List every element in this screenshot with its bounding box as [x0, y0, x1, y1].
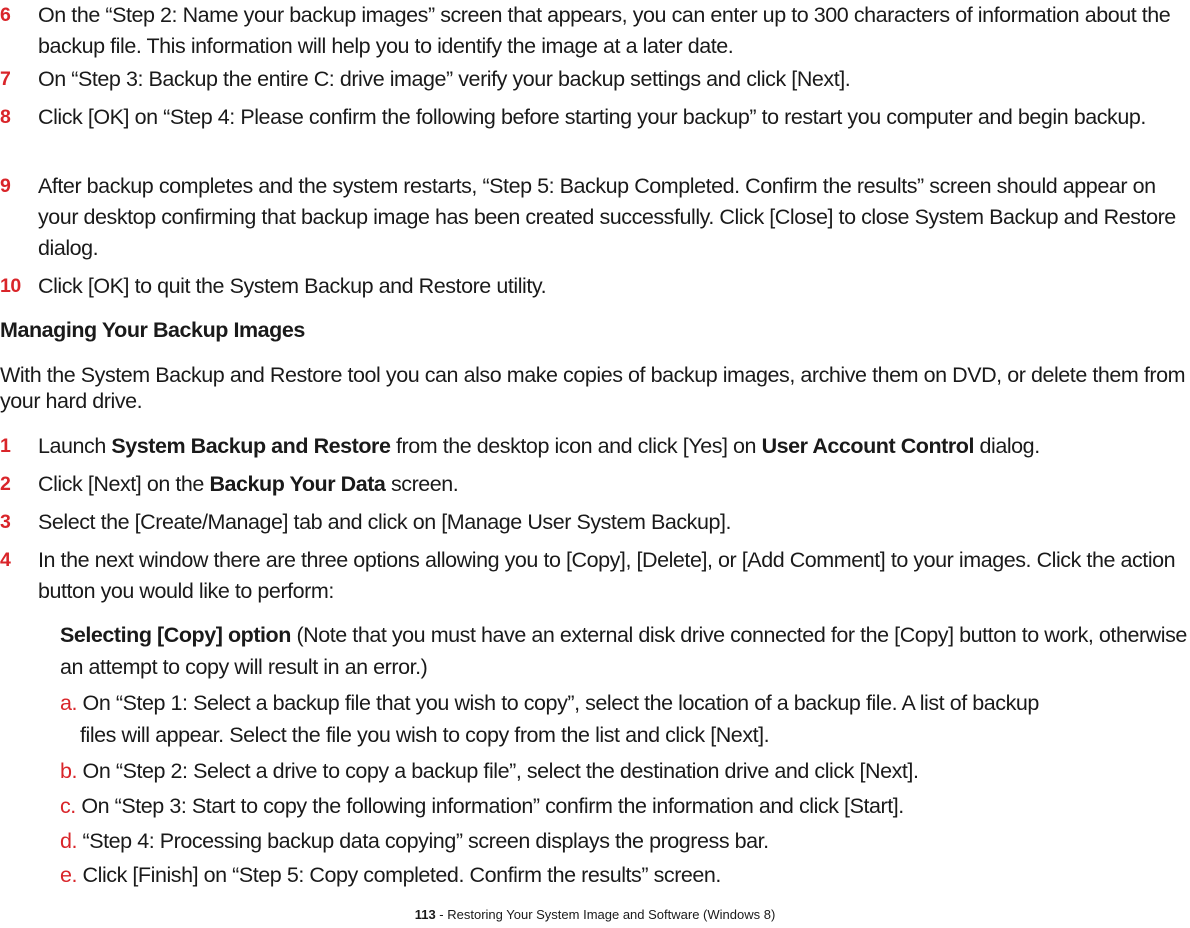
sub-step-letter: e. — [60, 863, 78, 887]
sub-step-b — [60, 755, 1190, 787]
section-heading: Managing Your Backup Images — [0, 318, 305, 342]
copy-option-note — [60, 619, 1190, 683]
step-1 — [0, 431, 1190, 462]
sub-step-letter: c. — [60, 794, 76, 818]
sub-step-letter: d. — [60, 829, 78, 853]
section-intro: With the System Backup and Restore tool you can also make copies of backup images, archive them on DVD, or delete them from your hard drive. — [0, 363, 1186, 413]
step-text: Click [OK] on “Step 4: Please confirm the following before starting your backup” to restart you computer and begin backup. — [38, 105, 1146, 129]
sub-step-text: Click [Finish] on “Step 5: Copy completed. Confirm the results” screen. — [77, 863, 721, 887]
step-text: In the next window there are three options allowing you to [Copy], [Delete], or [Add Comment] to your images. Click the action button you would like to perform: — [38, 548, 1176, 603]
step-text: Select the [Create/Manage] tab and click on [Manage User System Backup]. — [38, 510, 732, 534]
sub-step-text: “Step 4: Processing backup data copying” screen displays the progress bar. — [77, 829, 769, 853]
step-number: 4 — [0, 549, 11, 571]
step-7 — [0, 64, 1190, 95]
step-number: 3 — [0, 511, 11, 533]
step-number: 1 — [0, 435, 11, 457]
copy-option-label: Selecting [Copy] option — [60, 623, 291, 647]
step-text: On the “Step 2: Name your backup images” screen that appears, you can enter up to 300 characters of information about the backup file. This information will help you to identify the image at a later date. — [38, 3, 1171, 58]
sub-step-letter: a. — [60, 691, 78, 715]
sub-step-text: On “Step 3: Start to copy the following information” confirm the information and click [Start]. — [75, 794, 904, 818]
page-footer — [0, 907, 1190, 922]
step-text: Click [OK] to quit the System Backup and Restore utility. — [38, 274, 547, 298]
step-number: 2 — [0, 473, 11, 495]
copy-option-text: (Note that you must have an external disk drive connected for the [Copy] button to work, otherwise an attempt to copy will result in an error.) — [60, 623, 1187, 679]
step-9 — [0, 171, 1190, 264]
step-number: 9 — [0, 175, 11, 197]
step-text: Click [Next] on the Backup Your Data screen. — [38, 472, 459, 496]
sub-step-text: On “Step 1: Select a backup file that you wish to copy”, select the location of a backup file. A list of backup — [77, 691, 1039, 715]
step-3 — [0, 507, 1190, 538]
footer-title: - Restoring Your System Image and Software (Windows 8) — [435, 907, 776, 922]
sub-step-e — [60, 859, 1190, 891]
sub-step-letter: b. — [60, 759, 78, 783]
step-number: 7 — [0, 68, 11, 90]
step-text: On “Step 3: Backup the entire C: drive image” verify your backup settings and click [Next]. — [38, 67, 851, 91]
sub-step-text: On “Step 2: Select a drive to copy a backup file”, select the destination drive and click [Next]. — [77, 759, 919, 783]
step-10 — [0, 271, 1190, 302]
page-number: 113 — [414, 907, 436, 922]
sub-step-d — [60, 825, 1190, 857]
step-text: After backup completes and the system restarts, “Step 5: Backup Completed. Confirm the results” screen should appear on your desktop confirming that backup image has been created successfully. Click [Close] to close System Backup and Restore dialog. — [38, 174, 1176, 260]
step-number: 6 — [0, 4, 11, 26]
step-6 — [0, 0, 1190, 62]
sub-step-continuation: files will appear. Select the file you wish to copy from the list and click [Next]. — [80, 723, 770, 747]
step-number: 8 — [0, 106, 11, 128]
step-2 — [0, 469, 1190, 500]
step-number: 10 — [0, 275, 21, 297]
sub-step-c — [60, 790, 1190, 822]
step-4 — [0, 545, 1190, 607]
sub-step-a — [60, 687, 1190, 751]
step-text: Launch System Backup and Restore from the desktop icon and click [Yes] on User Account Control dialog. — [38, 434, 1040, 458]
step-8 — [0, 102, 1190, 133]
